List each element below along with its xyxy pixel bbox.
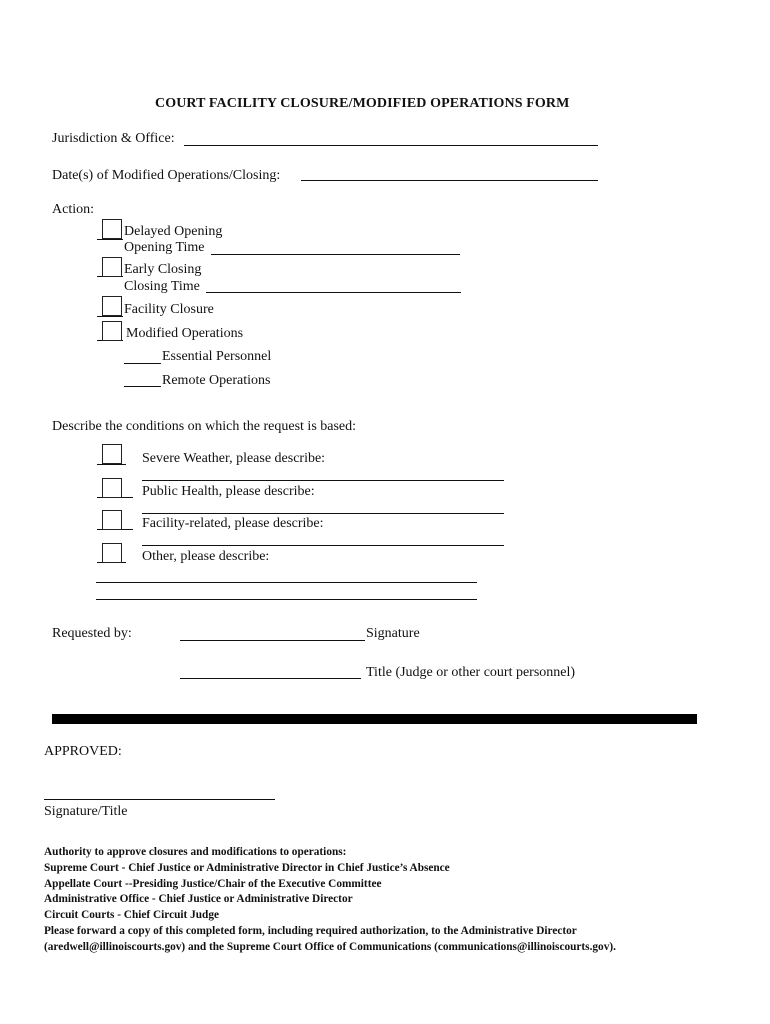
essential-personnel-blank[interactable] [124,363,161,364]
page-title: COURT FACILITY CLOSURE/MODIFIED OPERATIONS FORM [155,96,570,111]
other-field-line-2[interactable] [96,599,477,600]
authority-forward-instruction: Please forward a copy of this completed form, including required authorization, to the Administrative Director [44,924,577,937]
facility-related-checkbox[interactable] [102,510,122,530]
early-closing-label: Early Closing [124,262,202,277]
opening-time-label: Opening Time [124,240,205,255]
modified-operations-checkbox[interactable] [102,321,122,341]
public-health-checkbox[interactable] [102,478,122,498]
facility-related-label: Facility-related, please describe: [142,516,324,531]
public-health-field[interactable] [142,513,504,514]
dates-label: Date(s) of Modified Operations/Closing: [52,168,281,183]
facility-closure-blank [97,316,123,317]
other-checkbox[interactable] [102,543,122,563]
public-health-label: Public Health, please describe: [142,484,315,499]
severe-weather-field[interactable] [142,480,504,481]
requested-by-label: Requested by: [52,626,132,641]
signature-field[interactable] [180,640,365,641]
facility-closure-checkbox[interactable] [102,296,122,316]
dates-field[interactable] [301,180,598,181]
other-label: Other, please describe: [142,549,270,564]
jurisdiction-field[interactable] [184,145,598,146]
severe-weather-checkbox[interactable] [102,444,122,464]
authority-line-supreme: Supreme Court - Chief Justice or Administrative Director in Chief Justice’s Absence [44,861,450,874]
title-label: Title (Judge or other court personnel) [366,665,576,680]
approval-signature-field[interactable] [44,799,275,800]
title-field[interactable] [180,678,361,679]
delayed-opening-label: Delayed Opening [124,224,223,239]
authority-forward-emails: (aredwell@illinoiscourts.gov) and the Supreme Court Office of Communications (communications@illinoiscourts.gov). [44,940,616,953]
remote-operations-label: Remote Operations [162,373,271,388]
approved-label: APPROVED: [44,744,122,759]
opening-time-field[interactable] [211,254,460,255]
authority-line-admin-office: Administrative Office - Chief Justice or Administrative Director [44,893,353,906]
authority-line-circuit: Circuit Courts - Chief Circuit Judge [44,909,219,922]
conditions-label: Describe the conditions on which the request is based: [52,419,357,434]
closing-time-field[interactable] [206,292,461,293]
authority-line-appellate: Appellate Court --Presiding Justice/Chair of the Executive Committee [44,877,382,890]
jurisdiction-label: Jurisdiction & Office: [52,131,175,146]
authority-section [44,845,616,956]
remote-operations-blank[interactable] [124,386,161,387]
modified-operations-label: Modified Operations [126,326,244,341]
approval-signature-title-label: Signature/Title [44,804,128,819]
severe-weather-blank [97,464,126,465]
other-field-line-1[interactable] [96,582,477,583]
essential-personnel-label: Essential Personnel [162,349,272,364]
facility-closure-label: Facility Closure [124,302,214,317]
delayed-opening-checkbox[interactable] [102,219,122,239]
section-divider [52,714,697,724]
delayed-opening-blank [97,239,123,240]
signature-label: Signature [366,626,420,641]
severe-weather-label: Severe Weather, please describe: [142,451,326,466]
closing-time-label: Closing Time [124,279,200,294]
authority-heading: Authority to approve closures and modifications to operations: [44,846,347,858]
early-closing-checkbox[interactable] [102,257,122,277]
facility-related-field[interactable] [142,545,504,546]
action-label: Action: [52,202,94,217]
